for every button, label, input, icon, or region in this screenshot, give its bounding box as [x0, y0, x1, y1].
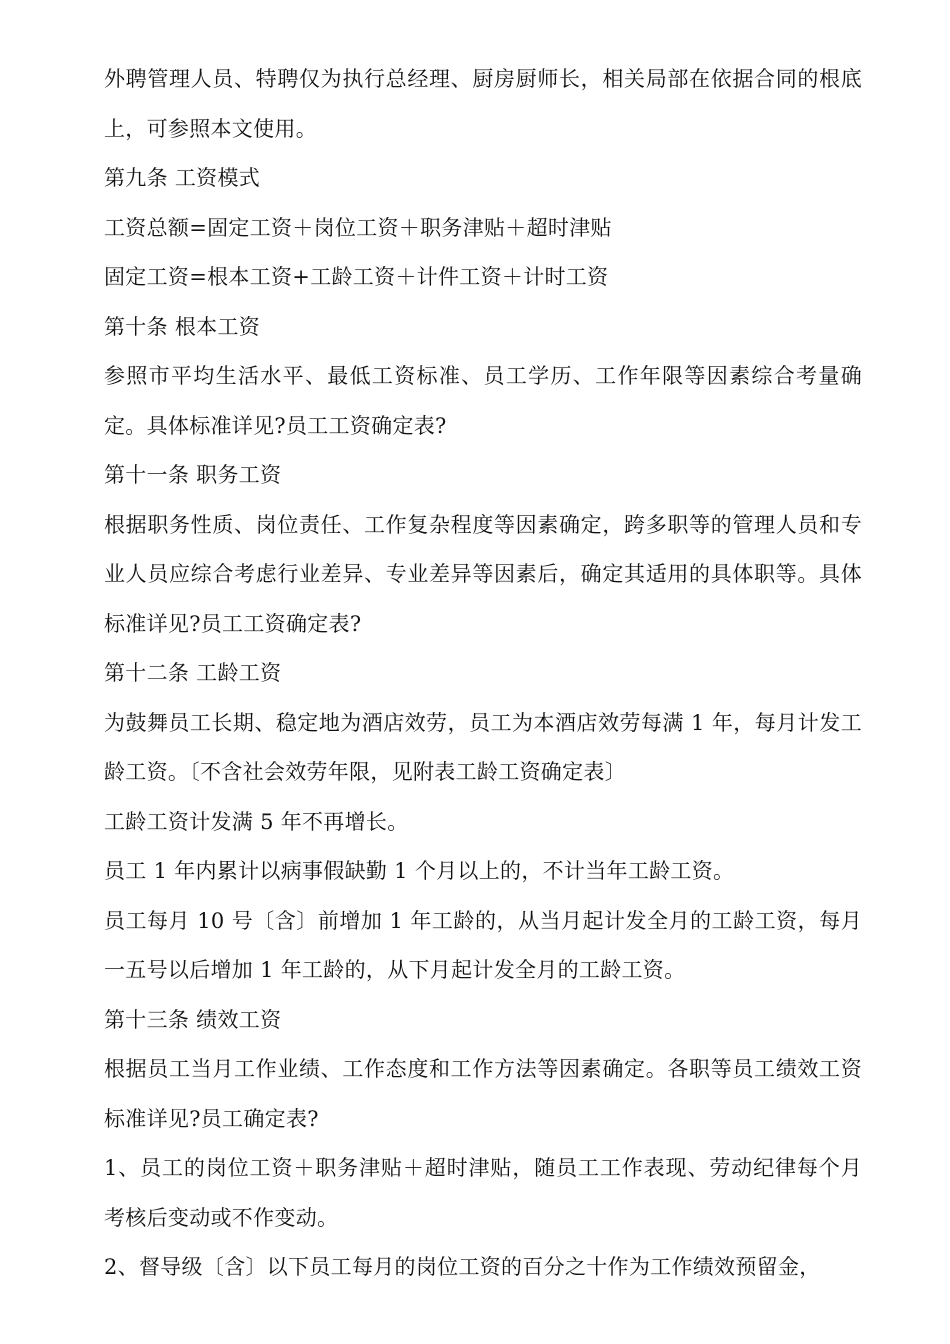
article-heading: 第十三条 绩效工资 — [104, 1007, 282, 1032]
body-paragraph: 外聘管理人员、特聘仅为执行总经理、厨房厨师长，相关局部在依据合同的根底上，可参照本文使用。 — [104, 67, 862, 141]
body-paragraph: 根据员工当月工作业绩、工作态度和工作方法等因素确定。各职等员工绩效工资标准详见?员工确定表? — [104, 1057, 862, 1131]
body-paragraph: 参照市平均生活水平、最低工资标准、员工学历、工作年限等因素综合考量确定。具体标准详见?员工工资确定表? — [104, 364, 862, 438]
article-heading: 第十一条 职务工资 — [104, 463, 282, 487]
body-paragraph: 为鼓舞员工长期、稳定地为酒店效劳，员工为本酒店效劳每满 1 年，每月计发工龄工资。〔不含社会效劳年限，见附表工龄工资确定表〕 — [104, 710, 862, 784]
body-paragraph: 员工每月 10 号〔含〕前增加 1 年工龄的，从当月起计发全月的工龄工资，每月一五号以后增加 1 年工龄的，从下月起计发全月的工龄工资。 — [104, 908, 862, 982]
list-item: 1、员工的岗位工资＋职务津贴＋超时津贴，随员工工作表现、劳动纪律每个月考核后变动或不作变动。 — [104, 1156, 862, 1230]
body-paragraph: 固定工资=根本工资+工龄工资＋计件工资＋计时工资 — [104, 265, 609, 289]
article-heading: 第十条 根本工资 — [104, 314, 261, 339]
body-paragraph: 员工 1 年内累计以病事假缺勤 1 个月以上的，不计当年工龄工资。 — [104, 859, 735, 883]
list-item: 2、督导级〔含〕以下员工每月的岗位工资的百分之十作为工作绩效预留金， — [104, 1255, 821, 1279]
body-paragraph: 工龄工资计发满 5 年不再增长。 — [104, 809, 409, 834]
body-paragraph: 工资总额=固定工资＋岗位工资＋职务津贴＋超时津贴 — [104, 215, 612, 240]
body-paragraph: 根据职务性质、岗位责任、工作复杂程度等因素确定，跨多职等的管理人员和专业人员应综合考虑行业差异、专业差异等因素后，确定其适用的具体职等。具体标准详见?员工工资确定表? — [104, 512, 862, 636]
article-heading: 第十二条 工龄工资 — [104, 661, 282, 685]
article-heading: 第九条 工资模式 — [104, 166, 261, 190]
document-page — [104, 55, 862, 1293]
